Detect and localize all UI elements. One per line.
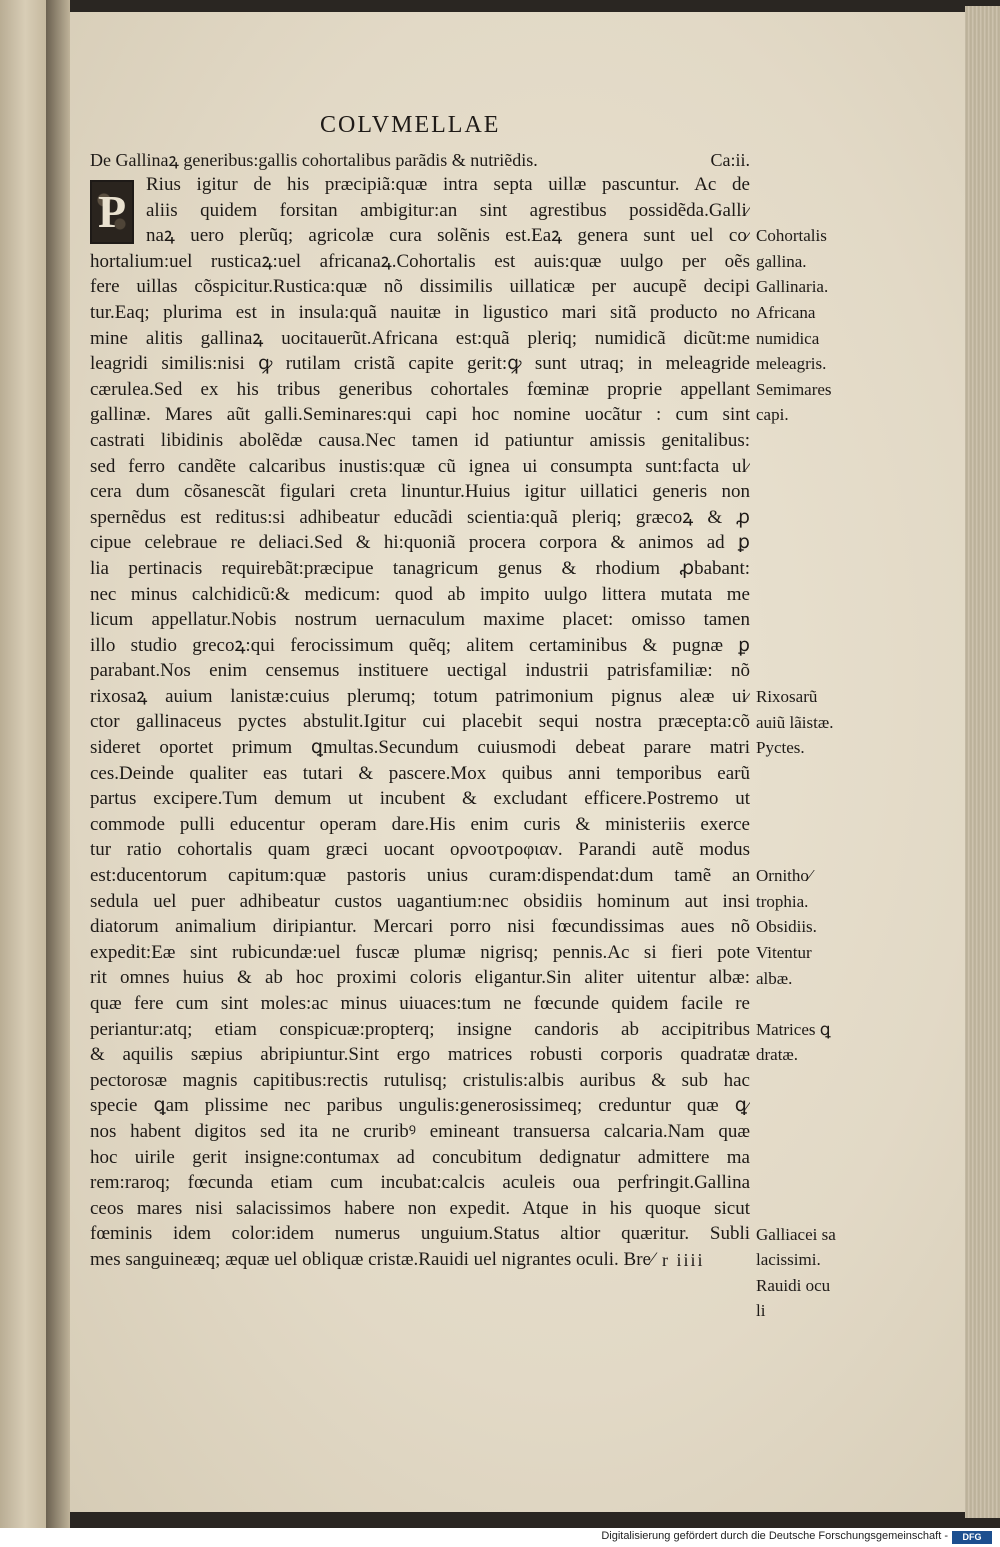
chapter-title: De Gallinaꝝ generibus:gallis cohortalibus parãdis & nutriẽdis. <box>90 150 538 170</box>
marginal-note-line: dratæ. <box>756 1045 799 1065</box>
marginal-note <box>756 914 866 940</box>
marginal-note-line: Obsidiis. <box>756 917 817 937</box>
text-line: fere uillas cõspicitur.Rustica:quæ nõ dissimilis uillaticæ per aucupẽ decipi <box>90 276 750 298</box>
text-line: specie ꝗam plissime nec paribus ungulis:generosissimeq; creduntur quæ ꝗ⁄ <box>90 1095 750 1117</box>
text-line: nos habent digitos sed ita ne cruribꝰ emineant transuersa calcaria.Nam quæ <box>90 1120 750 1142</box>
marginal-note-line: Rauidi ocu <box>756 1275 831 1295</box>
text-line: cera dum cõsanescãt figulari creta linuntur.Huius igitur uillatici generis non <box>90 481 750 503</box>
marginal-note-line: li <box>756 1301 766 1321</box>
text-line: cærulea.Sed ex his tribus generibus cohortales fœminæ proprie appellant <box>90 378 750 400</box>
text-line: licum appellatur.Nobis nostrum uernaculum maxime placet: omisso tamen <box>90 609 750 631</box>
text-line: & aquilis sæpius abripiuntur.Sint ergo matrices robusti corporis quadratæ <box>90 1044 750 1066</box>
text-line: sedula uel puer adhibeatur custos uagantium:nec obsidiis hominum aut insi <box>90 890 750 912</box>
chapter-number: Ca:ii. <box>710 150 750 170</box>
text-line: rit omnes huius & ab hoc proximi coloris eligantur.Sin aliter uitentur albæ: <box>90 967 750 989</box>
decorated-initial: P <box>90 180 134 244</box>
marginal-note-line: Galliacei sa <box>756 1224 836 1244</box>
text-line: gallinæ. Mares aũt galli.Seminares:qui capi hoc nomine uocãtur : cum sint <box>90 404 750 426</box>
previous-page-edge <box>0 0 46 1528</box>
marginal-note <box>756 684 866 735</box>
marginal-note-line: Matrices ꝗ <box>756 1019 831 1039</box>
text-line: castrati libidinis abolẽdæ causa.Nec tamen id patiuntur amissis genitalibus: <box>90 429 750 451</box>
text-line: Rius igitur de his præcipiã:quæ intra septa uillæ pascuntur. Ac de <box>146 174 750 195</box>
text-line: tur.Eaq; plurima est in insula:quã nauitæ in ligustico mari sitã producto no <box>90 301 750 323</box>
text-line: periantur:atq; etiam conspicuæ:propterq; insigne candoris ab accipitribus <box>90 1018 750 1040</box>
text-line: diatorum animalium diripiantur. Mercari porro nisi fœcundissimas aues nõ <box>90 916 750 938</box>
text-line: rixosaꝝ auium lanistæ:cuius plerumq; totum patrimonium pignus aleæ ui⁄ <box>90 685 750 707</box>
text-line: lia pertinacis requirebãt:præcipue tanagricum genus & rhodium ꝓbabant: <box>90 557 750 579</box>
marginal-note-line: meleagris. <box>756 354 827 374</box>
marginal-note-line: trophia. <box>756 891 809 911</box>
footer-credit: Digitalisierung gefördert durch die Deutsche Forschungsgemeinschaft - <box>601 1530 948 1542</box>
text-line: expedit:Eæ sint rubicundæ:uel fuscæ plumæ nigrisq; pennis.Ac si fieri pote <box>90 941 750 963</box>
text-line: tur ratio cohortalis quam græci uocant ορνοοτροφιαν. Parandi autẽ modus <box>90 839 750 861</box>
marginal-note-line: Ornitho⁄ <box>756 866 812 886</box>
text-line: leagridi similis:nisi ꝙ rutilam cristã capite gerit:ꝙ sunt utraq; in meleagride <box>90 353 750 375</box>
marginal-note <box>756 1017 866 1068</box>
text-line: illo studio grecoꝝ:qui ferocissimum quẽq; alitem certaminibus & pugnæ ꝑ <box>90 634 750 656</box>
text-line: est:ducentorum capitum:quæ pastoris unius curam:dispendat:dum tamẽ an <box>90 865 750 887</box>
page-stack-edge <box>965 6 1000 1518</box>
marginal-note-line: Vitentur <box>756 943 812 962</box>
marginal-note <box>756 940 866 991</box>
marginal-note-line: auiũ lãistæ. <box>756 712 834 732</box>
marginal-note-line: capi. <box>756 405 789 425</box>
marginal-note <box>756 735 866 761</box>
chapter-heading <box>90 148 750 172</box>
text-line: rem:raroq; fœcunda etiam cum incubat:calcis aculeis oua perfringit.Gallina <box>90 1172 750 1194</box>
book-gutter <box>46 0 70 1528</box>
text-line: ceos mares nisi salacissimos habere non expedit. Atque in his quoque sicut <box>90 1197 750 1219</box>
marginal-note <box>756 377 866 428</box>
marginal-note <box>756 1222 866 1273</box>
marginal-note-line: Gallinaria. <box>756 277 829 297</box>
text-line: naꝝ uero plerũq; agricolæ cura solẽnis est.Eaꝝ genera sunt uel co⁄ <box>146 225 750 247</box>
marginal-note-line: Pyctes. <box>756 738 805 758</box>
marginal-note-line: Cohortalis <box>756 226 827 246</box>
marginal-note-line: Africana <box>756 303 816 322</box>
text-line: quæ fere cum sint moles:ac minus uiuaces:tum ne fœcunde quidem facile re <box>90 993 750 1014</box>
text-line: mine alitis gallinaꝝ uocitauerũt.Africana est:quã pleriq; numidicã dicũt:me <box>90 327 750 349</box>
marginal-note <box>756 274 866 300</box>
marginal-note <box>756 300 866 377</box>
marginal-note <box>756 1273 866 1324</box>
text-line: commode pulli educentur operam dare.His enim curis & ministeriis exerce <box>90 813 750 835</box>
marginal-note <box>756 223 866 274</box>
running-head: COLVMELLAE <box>320 112 501 138</box>
marginal-note-line: albæ. <box>756 968 793 988</box>
text-line: pectorosæ magnis capitibus:rectis rutulisq; cristulis:albis auribus & sub hac <box>90 1069 750 1091</box>
marginal-note-line: numidica <box>756 328 820 348</box>
text-line: partus excipere.Tum demum ut incubent & excludant efficere.Postremo ut <box>90 788 750 810</box>
text-line: aliis quidem forsitan ambigitur:an sint agrestibus possidẽda.Galli⁄ <box>146 199 750 221</box>
footer-bar <box>0 1528 1000 1547</box>
text-line: hortalium:uel rusticaꝝ:uel africanaꝝ.Cohortalis est auis:quæ uulgo per oẽs <box>90 250 750 272</box>
text-line: cipue celebraue re deliaci.Sed & hi:quoniã procera corpora & animos ad ꝑ <box>90 532 750 554</box>
text-line: parabant.Nos enim censemus instituere uectigal industrii patrisfamiliæ: nõ <box>90 660 750 682</box>
text-line: sideret oportet primum ꝗmultas.Secundum cuiusmodi debeat parare matri <box>90 737 750 759</box>
text-line: ctor gallinaceus pyctes abstulit.Igitur cui placebit sequi nostra præcepta:cõ <box>90 711 750 733</box>
marginal-note-line: Semimares <box>756 379 832 399</box>
main-text-block <box>90 172 750 1273</box>
marginal-note-line: lacissimi. <box>756 1250 821 1270</box>
text-line: sed ferro candẽte calcaribus inustis:quæ cũ ignea ui consumpta sunt:facta ul⁄ <box>90 455 750 477</box>
text-line: fœminis idem color:idem numerus unguium.Status altior quæritur. Subli <box>90 1223 750 1245</box>
marginal-note <box>756 863 866 914</box>
text-line: spernẽdus est reditus:si adhibeatur educãdi scientia:quã pleriq; græcoꝝ & ꝓ <box>90 506 750 528</box>
signature-mark: r iiii <box>662 1250 705 1270</box>
text-line: nec minus calchidicũ:& medicum: quod ab impito uulgo littera mutata me <box>90 583 750 605</box>
dfg-logo[interactable]: DFG <box>952 1531 992 1544</box>
text-line: ces.Deinde qualiter eas tutari & pascere.Mox quibus anni temporibus earũ <box>90 762 750 784</box>
marginal-note-line: gallina. <box>756 251 807 271</box>
marginal-note-line: Rixosarũ <box>756 687 818 706</box>
text-line: mes sanguineæq; æquæ uel obliquæ cristæ.Rauidi uel nigrantes oculi. Bre⁄ <box>90 1248 655 1270</box>
text-line: hoc uirile gerit insigne:contumax ad concubitum dedignatur admittere ma <box>90 1146 750 1168</box>
